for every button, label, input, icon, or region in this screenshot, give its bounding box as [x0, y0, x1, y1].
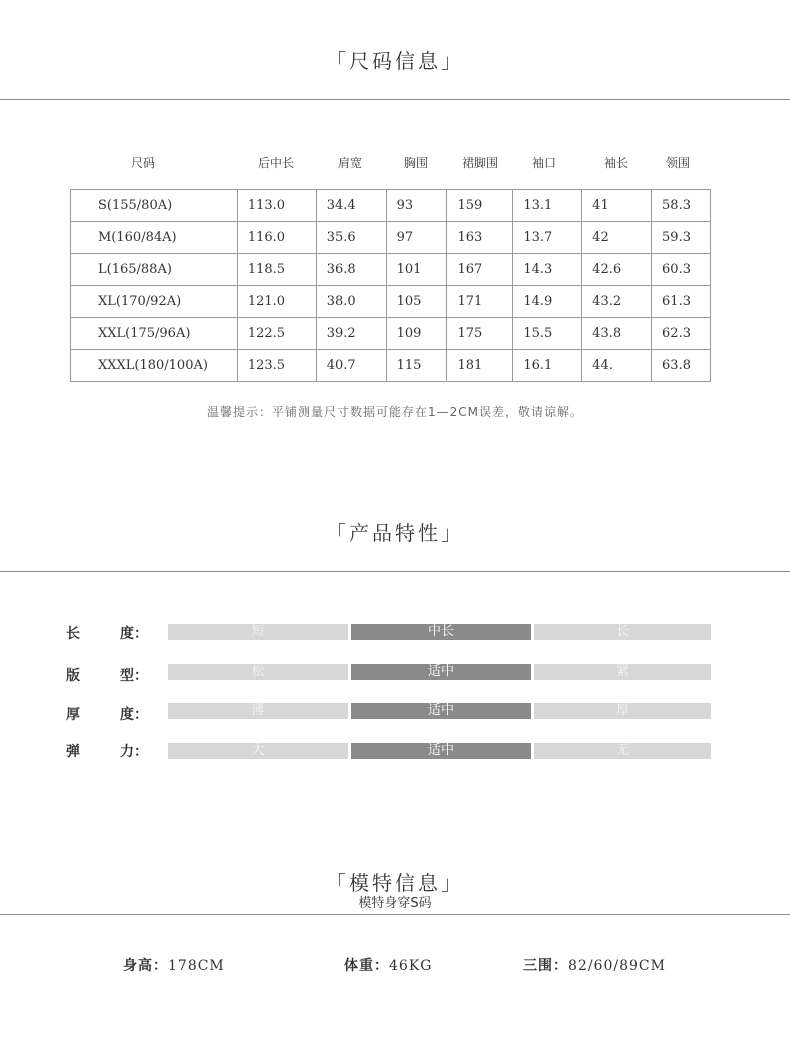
model-subtitle: 模特身穿S码	[358, 896, 432, 911]
measurement-note: 温馨提示：平铺测量尺寸数据可能存在1—2CM误差，敬请谅解。	[206, 405, 583, 419]
header-back-length: 后中长	[257, 156, 294, 170]
header-size: 尺码	[130, 156, 155, 170]
table-row	[71, 190, 711, 222]
divider	[0, 571, 790, 572]
divider	[0, 99, 790, 100]
table-cell: 14.3	[513, 254, 582, 286]
feature-label-char: 度：	[120, 707, 148, 723]
header-shoulder: 肩宽	[337, 156, 362, 170]
feature-option: 长	[534, 624, 711, 640]
feature-label-char: 度：	[120, 626, 148, 642]
size-table	[70, 189, 711, 382]
table-cell: 101	[386, 254, 447, 286]
feature-label-char: 弹	[66, 744, 80, 760]
table-cell: XL(170/92A)	[71, 286, 238, 318]
model-height	[123, 955, 225, 975]
table-cell: 121.0	[237, 286, 316, 318]
table-cell: 13.7	[513, 222, 582, 254]
table-cell: M(160/84A)	[71, 222, 238, 254]
feature-label-length	[66, 623, 148, 643]
table-cell: 167	[447, 254, 513, 286]
table-cell: 93	[386, 190, 447, 222]
header-cuff: 袖口	[531, 156, 556, 170]
table-row	[71, 350, 711, 382]
table-cell: 13.1	[513, 190, 582, 222]
feature-label-char: 力：	[120, 744, 148, 760]
table-cell: 163	[447, 222, 513, 254]
feature-option: 无	[534, 743, 711, 759]
table-cell: 118.5	[237, 254, 316, 286]
table-cell: 113.0	[237, 190, 316, 222]
table-cell: 115	[386, 350, 447, 382]
table-cell: 109	[386, 318, 447, 350]
feature-label-char: 厚	[66, 707, 80, 723]
model-weight	[344, 955, 432, 975]
feature-label-char: 型：	[120, 668, 148, 684]
table-cell: 60.3	[652, 254, 711, 286]
feature-option: 紧	[534, 664, 711, 680]
table-cell: 105	[386, 286, 447, 318]
feature-option-selected: 适中	[351, 664, 531, 680]
feature-section-title: 「产品特性」	[326, 521, 464, 545]
table-row	[71, 286, 711, 318]
model-height-label: 身高：	[123, 958, 168, 974]
feature-option-selected: 适中	[351, 743, 531, 759]
table-cell: 15.5	[513, 318, 582, 350]
table-cell: 62.3	[652, 318, 711, 350]
feature-label-elasticity	[66, 741, 148, 761]
model-measurements	[523, 955, 666, 975]
feature-option: 大	[168, 743, 348, 759]
table-cell: 97	[386, 222, 447, 254]
table-cell: XXL(175/96A)	[71, 318, 238, 350]
table-cell: XXXL(180/100A)	[71, 350, 238, 382]
divider	[0, 914, 790, 915]
table-cell: 58.3	[652, 190, 711, 222]
table-cell: 14.9	[513, 286, 582, 318]
table-cell: 42.6	[582, 254, 652, 286]
model-measurements-label: 三围：	[523, 958, 568, 974]
size-section-title: 「尺码信息」	[326, 49, 464, 73]
table-cell: 171	[447, 286, 513, 318]
table-cell: 63.8	[652, 350, 711, 382]
model-weight-label: 体重：	[344, 958, 389, 974]
feature-option: 松	[168, 664, 348, 680]
model-section-title: 「模特信息」	[326, 871, 464, 895]
table-cell: 123.5	[237, 350, 316, 382]
table-cell: 159	[447, 190, 513, 222]
table-cell: 40.7	[316, 350, 386, 382]
header-chest: 胸围	[403, 156, 428, 170]
table-cell: 59.3	[652, 222, 711, 254]
feature-option: 厚	[534, 703, 711, 719]
table-cell: 16.1	[513, 350, 582, 382]
model-measurements-value: 82/60/89CM	[568, 958, 666, 974]
table-cell: 38.0	[316, 286, 386, 318]
model-weight-value: 46KG	[389, 958, 433, 974]
model-height-value: 178CM	[168, 958, 225, 974]
table-cell: S(155/80A)	[71, 190, 238, 222]
feature-option-selected: 适中	[351, 703, 531, 719]
feature-option: 短	[168, 624, 348, 640]
table-row	[71, 254, 711, 286]
table-cell: 34.4	[316, 190, 386, 222]
table-cell: 41	[582, 190, 652, 222]
table-cell: 35.6	[316, 222, 386, 254]
feature-label-char: 版	[66, 668, 80, 684]
table-cell: 43.8	[582, 318, 652, 350]
feature-label-fit	[66, 665, 148, 685]
table-row	[71, 222, 711, 254]
table-cell: 43.2	[582, 286, 652, 318]
table-cell: 116.0	[237, 222, 316, 254]
header-collar: 领围	[665, 156, 690, 170]
table-cell: 42	[582, 222, 652, 254]
table-row	[71, 318, 711, 350]
feature-option-selected: 中长	[351, 624, 531, 640]
table-cell: 44.	[582, 350, 652, 382]
table-cell: L(165/88A)	[71, 254, 238, 286]
header-hem: 裙脚围	[461, 156, 498, 170]
table-cell: 181	[447, 350, 513, 382]
table-cell: 39.2	[316, 318, 386, 350]
header-sleeve: 袖长	[603, 156, 628, 170]
table-cell: 122.5	[237, 318, 316, 350]
feature-label-char: 长	[66, 626, 80, 642]
table-cell: 36.8	[316, 254, 386, 286]
feature-option: 薄	[168, 703, 348, 719]
table-cell: 61.3	[652, 286, 711, 318]
table-cell: 175	[447, 318, 513, 350]
feature-label-thickness	[66, 704, 148, 724]
